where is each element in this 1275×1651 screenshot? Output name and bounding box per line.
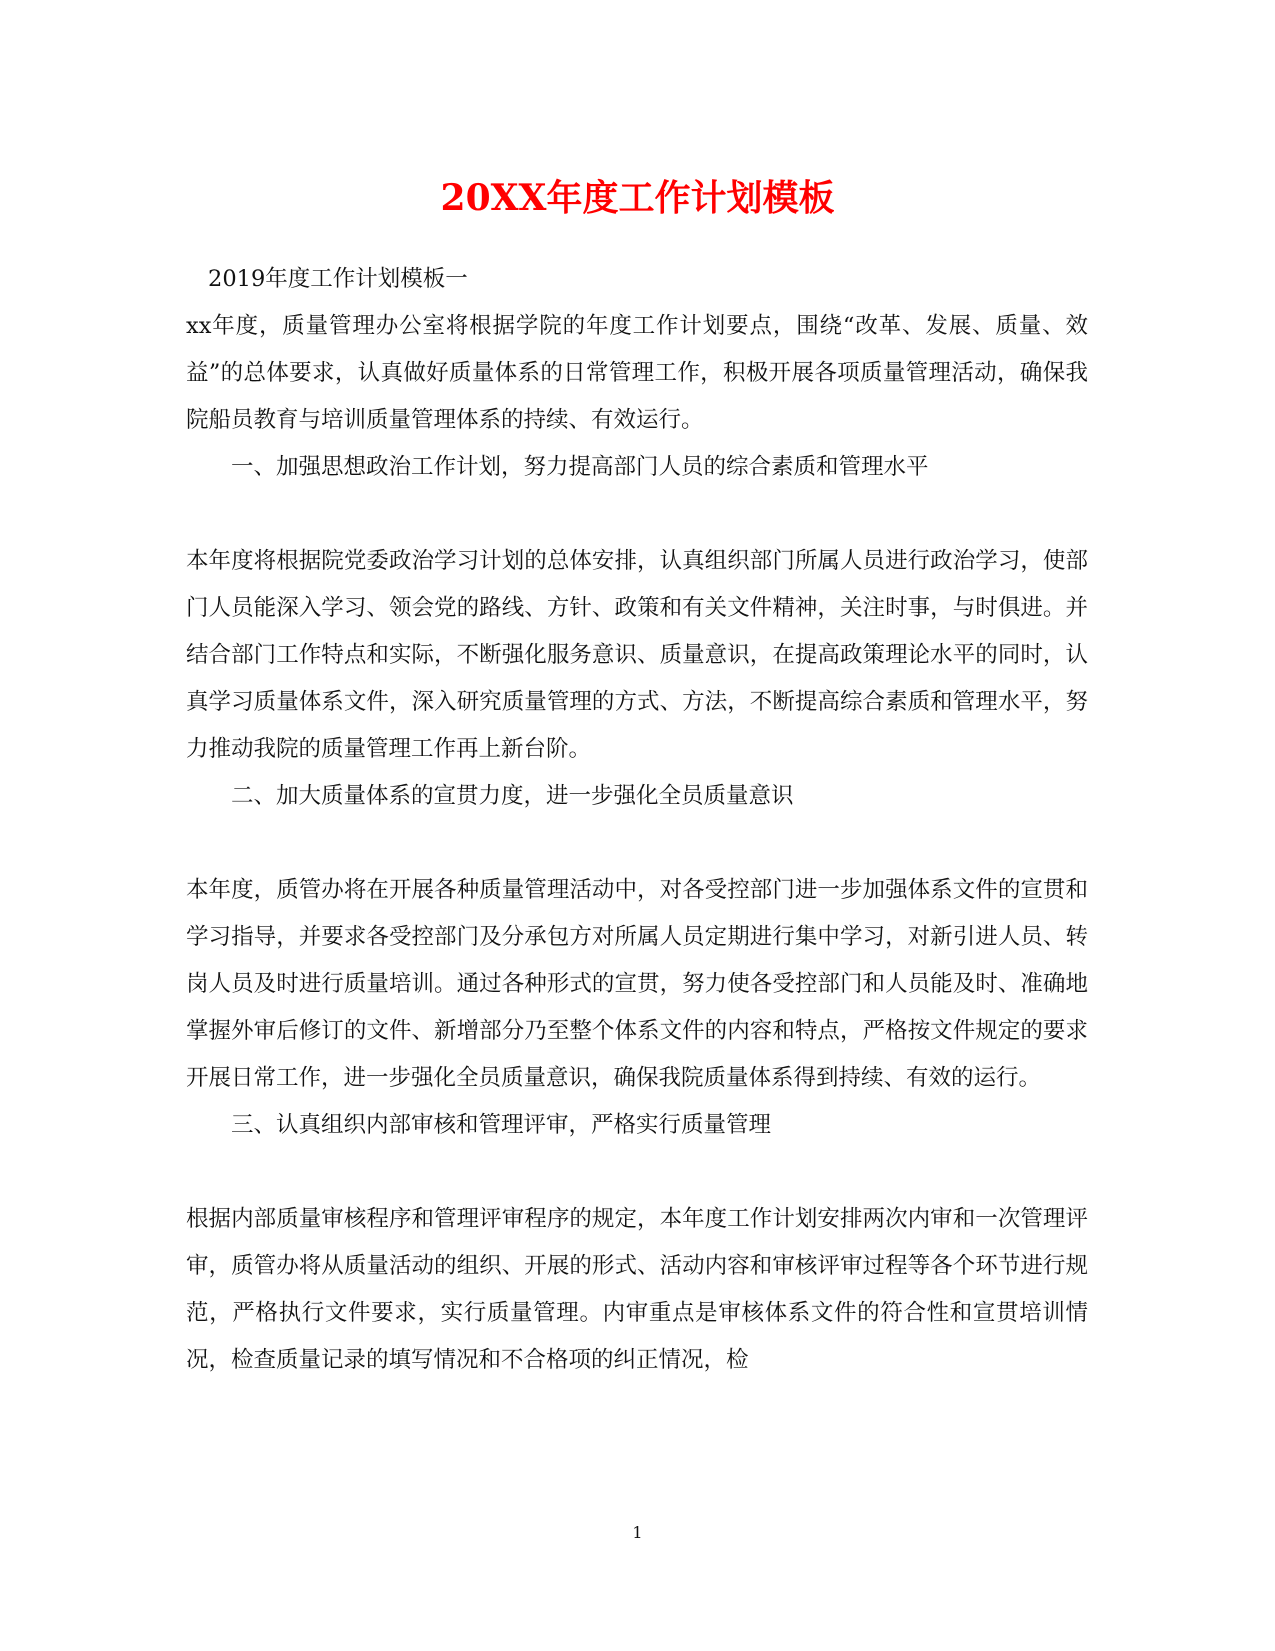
document-subtitle: 2019年度工作计划模板一 xyxy=(208,266,468,292)
section-paragraph: 本年度将根据院党委政治学习计划的总体安排，认真组织部门所属人员进行政治学习，使部门人员能深入学习、领会党的路线、方针、政策和有关文件精神，关注时事，与时俱进。并结合部门工作特点和实际，不断强化服务意识、质量意识，在提高政策理论水平的同时，认真学习质量体系文件，深入研究质量管理的方式、方法，不断提高综合素质和管理水平，努力推动我院的质量管理工作再上新台阶。 xyxy=(186,548,1088,762)
section-paragraph: 根据内部质量审核程序和管理评审程序的规定，本年度工作计划安排两次内审和一次管理评审，质管办将从质量活动的组织、开展的形式、活动内容和审核评审过程等各个环节进行规范，严格执行文件要求，实行质量管理。内审重点是审核体系文件的符合性和宣贯培训情况，检查质量记录的填写情况和不合格项的纠正情况，检 xyxy=(186,1206,1088,1373)
section-heading: 一、加强思想政治工作计划，努力提高部门人员的综合素质和管理水平 xyxy=(231,454,929,480)
intro-paragraph: xx年度，质量管理办公室将根据学院的年度工作计划要点，围绕“改革、发展、质量、效益”的总体要求，认真做好质量体系的日常管理工作，积极开展各项质量管理活动，确保我院船员教育与培训质量管理体系的持续、有效运行。 xyxy=(186,313,1088,433)
document-body xyxy=(186,256,1088,1384)
document-title: 20XX年度工作计划模板 xyxy=(440,177,835,219)
page-number: 1 xyxy=(632,1523,643,1542)
section-heading: 三、认真组织内部审核和管理评审，严格实行质量管理 xyxy=(231,1112,772,1138)
section-heading: 二、加大质量体系的宣贯力度，进一步强化全员质量意识 xyxy=(231,783,794,809)
section-paragraph: 本年度，质管办将在开展各种质量管理活动中，对各受控部门进一步加强体系文件的宣贯和学习指导，并要求各受控部门及分承包方对所属人员定期进行集中学习，对新引进人员、转岗人员及时进行质量培训。通过各种形式的宣贯，努力使各受控部门和人员能及时、准确地掌握外审后修订的文件、新增部分乃至整个体系文件的内容和特点，严格按文件规定的要求开展日常工作，进一步强化全员质量意识，确保我院质量体系得到持续、有效的运行。 xyxy=(186,877,1088,1091)
